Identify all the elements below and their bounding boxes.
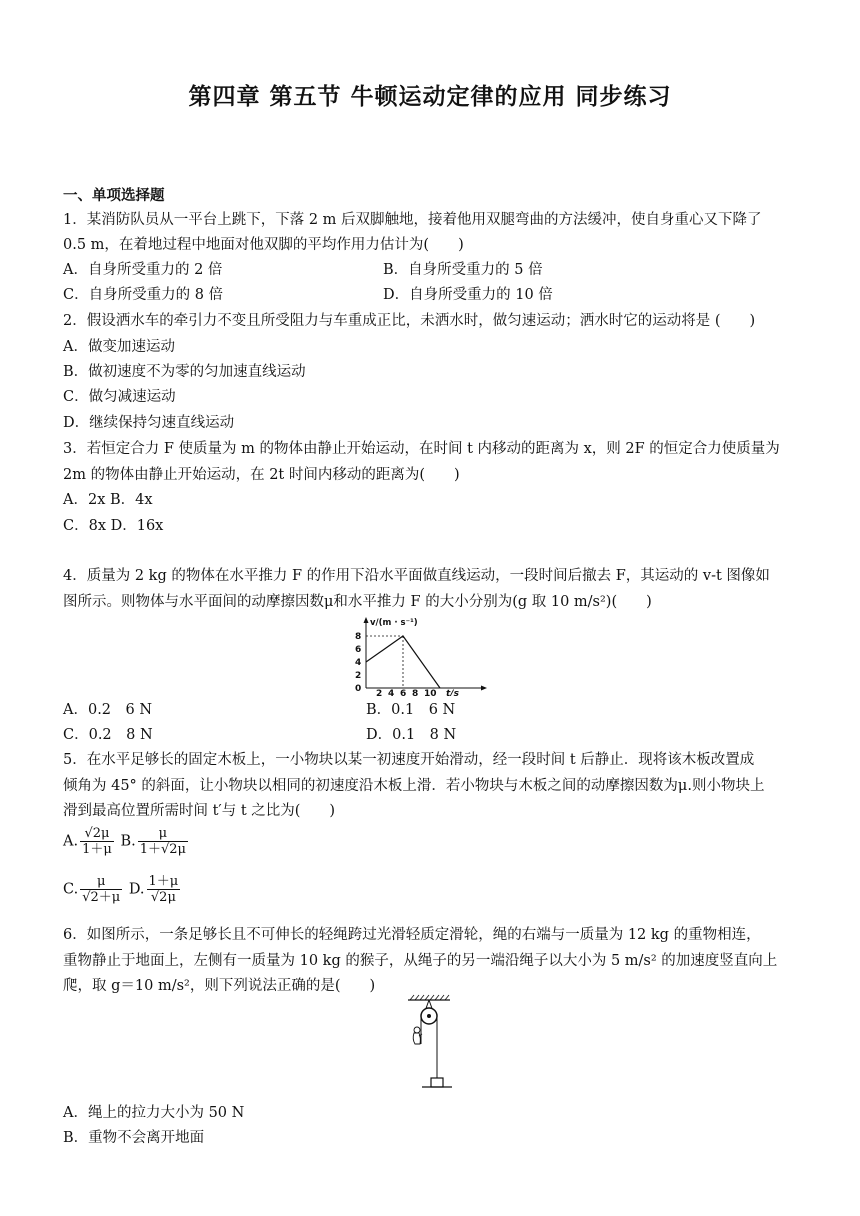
fraction-denominator: 1＋μ	[82, 842, 112, 857]
q4-option-d: D．0.1 8 N	[366, 727, 457, 743]
q3-options-ab: A．2x B．4x	[63, 492, 153, 508]
q2-option-b: B．做初速度不为零的匀加速直线运动	[63, 364, 306, 380]
q5-option-b-fraction	[138, 826, 188, 857]
q1-option-d: D．自身所受重力的 10 倍	[383, 287, 553, 303]
q4-stem-line1: 4．质量为 2 kg 的物体在水平推力 F 的作用下沿水平面做直线运动，一段时间后撤去 F，其运动的 v-t 图像如	[63, 568, 770, 584]
graph-xlabel: t/s	[446, 689, 459, 696]
graph-xtick: 6	[400, 689, 407, 696]
graph-xtick: 10	[424, 689, 437, 696]
graph-origin: 0	[355, 684, 362, 694]
graph-ytick: 8	[355, 632, 362, 642]
q3-stem-line2: 2m 的物体由静止开始运动，在 2t 时间内移动的距离为( )	[63, 467, 460, 483]
graph-ylabel: v/(m · s⁻¹)	[370, 618, 418, 628]
q5-option-b-label: B.	[120, 833, 136, 850]
q1-option-a: A．自身所受重力的 2 倍	[63, 262, 223, 278]
q2-option-d: D．继续保持匀速直线运动	[63, 415, 235, 431]
q2-option-c: C．做匀减速运动	[63, 389, 176, 405]
q6-pulley-figure	[400, 992, 460, 1094]
q1-option-c: C．自身所受重力的 8 倍	[63, 287, 224, 303]
q2-stem: 2．假设洒水车的牵引力不变且所受阻力与车重成正比，未洒水时，做匀速运动；洒水时它的运动将是 ( )	[63, 313, 756, 329]
q1-stem-line2: 0.5 m，在着地过程中地面对他双脚的平均作用力估计为( )	[63, 237, 464, 253]
q1-option-b: B．自身所受重力的 5 倍	[383, 262, 543, 278]
fraction-denominator: 1＋√2μ	[139, 842, 186, 857]
fraction-numerator: μ	[80, 874, 122, 890]
page-title: 第四章 第五节 牛顿运动定律的应用 同步练习	[188, 83, 672, 110]
q1-stem-line1: 1．某消防队员从一平台上跳下，下落 2 m 后双脚触地，接着他用双腿弯曲的方法缓冲，使自身重心又下降了	[63, 212, 762, 228]
graph-ytick: 2	[355, 671, 362, 681]
q5-option-d-label: D.	[128, 881, 145, 898]
q5-stem-line2: 倾角为 45° 的斜面，让小物块以相同的初速度沿木板上滑．若小物块与木板之间的动摩擦因数为μ.则小物块上	[63, 778, 765, 794]
section-heading: 一、单项选择题	[63, 188, 165, 204]
q4-option-a: A．0.2 6 N	[63, 702, 153, 718]
q5-option-d-fraction	[147, 874, 181, 905]
fraction-numerator: μ	[138, 826, 188, 842]
graph-ytick: 4	[355, 658, 362, 668]
q5-options-cd	[63, 874, 182, 905]
q3-stem-line1: 3．若恒定合力 F 使质量为 m 的物体由静止开始运动，在时间 t 内移动的距离为 x，则 2F 的恒定合力使质量为	[63, 441, 780, 457]
fraction-denominator: √2＋μ	[82, 890, 121, 905]
fraction-numerator: 1＋μ	[148, 874, 179, 889]
q5-option-a-fraction	[80, 826, 114, 857]
q5-stem-line3: 滑到最高位置所需时间 t′与 t 之比为( )	[63, 803, 336, 819]
q5-option-c-label: C.	[63, 881, 79, 898]
q3-options-cd: C．8x D．16x	[63, 518, 164, 534]
q6-stem-line3: 爬，取 g＝10 m/s²，则下列说法正确的是( )	[63, 978, 376, 994]
fraction-numerator: √2μ	[80, 826, 114, 842]
q5-option-c-fraction	[80, 874, 122, 905]
q4-vt-graph	[350, 614, 490, 696]
q4-stem-line2: 图所示。则物体与水平面间的动摩擦因数μ和水平推力 F 的大小分别为(g 取 10 m/s²)( )	[63, 594, 652, 610]
q5-options-ab	[63, 826, 190, 857]
graph-ytick: 6	[355, 645, 362, 655]
q6-stem-line1: 6．如图所示，一条足够长且不可伸长的轻绳跨过光滑轻质定滑轮，绳的右端与一质量为 12 kg 的重物相连，	[63, 927, 761, 943]
q4-option-c: C．0.2 8 N	[63, 727, 153, 743]
q5-option-a-label: A.	[63, 833, 79, 850]
q6-stem-line2: 重物静止于地面上，左侧有一质量为 10 kg 的猴子，从绳子的另一端沿绳子以大小为 5 m/s² 的加速度竖直向上	[63, 953, 778, 969]
graph-xtick: 2	[376, 689, 383, 696]
q5-stem-line1: 5．在水平足够长的固定木板上，一小物块以某一初速度开始滑动，经一段时间 t 后静止．现将该木板改置成	[63, 752, 755, 768]
q2-option-a: A．做变加速运动	[63, 339, 175, 355]
q6-option-a: A．绳上的拉力大小为 50 N	[63, 1105, 245, 1121]
graph-xtick: 8	[412, 689, 419, 696]
fraction-denominator: √2μ	[150, 890, 176, 905]
q4-option-b: B．0.1 6 N	[366, 702, 456, 718]
q6-option-b: B．重物不会离开地面	[63, 1130, 205, 1146]
graph-xtick: 4	[388, 689, 395, 696]
